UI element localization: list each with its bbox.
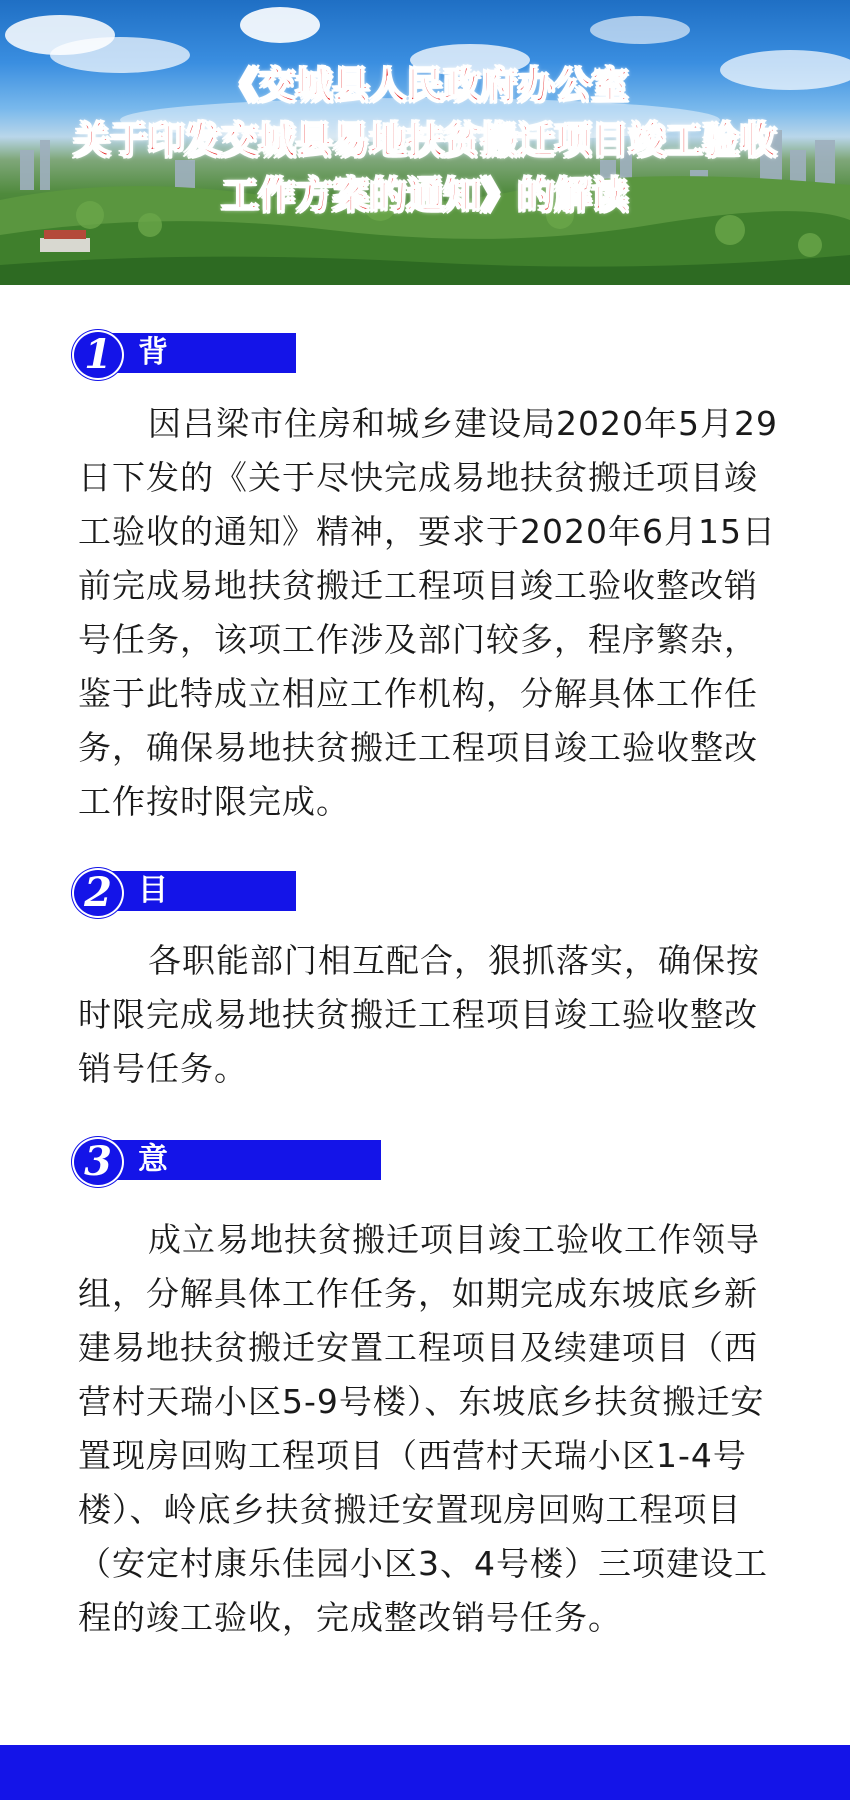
heading-bar [96, 333, 296, 373]
section-number-badge: 3 [72, 1137, 124, 1187]
section-heading-label: 意义 [138, 1142, 172, 1217]
section-paragraph-goal [78, 934, 778, 1096]
document-title [0, 58, 850, 223]
title-line-3: 工作方案的通知》的解读 [221, 174, 629, 217]
section-number-badge: 1 [72, 330, 124, 380]
title-line-2: 关于印发交城县易地扶贫搬迁项目竣工验收 [73, 119, 777, 162]
title-line-1: 《交城县人民政府办公室 [221, 64, 629, 107]
heading-bar [96, 871, 296, 911]
section-heading-label: 背景 [138, 335, 172, 410]
paragraph-text: 成立易地扶贫搬迁项目竣工验收工作领导组，分解具体工作任务，如期完成东坡底乡新建易地扶贫搬迁安置工程项目及续建项目（西营村天瑞小区5-9号楼）、东坡底乡扶贫搬迁安置现房回购工程项目（西营村天瑞小区1-4号楼）、岭底乡扶贫搬迁安置现房回购工程项目（安定村康乐佳园小区3、4号楼）三项建设工程的竣工验收，完成整改销号任务。 [78, 1220, 768, 1637]
paragraph-text: 因吕梁市住房和城乡建设局2020年5月29日下发的《关于尽快完成易地扶贫搬迁项目竣工验收的通知》精神，要求于2020年6月15日前完成易地扶贫搬迁工程项目竣工验收整改销号任务，该项工作涉及部门较多，程序繁杂，鉴于此特成立相应工作机构，分解具体工作任务，确保易地扶贫搬迁工程项目竣工验收整改工作按时限完成。 [78, 404, 778, 821]
section-paragraph-background [78, 397, 778, 829]
section-paragraph-significance [78, 1213, 778, 1645]
section-heading-label: 目标 [138, 873, 172, 948]
paragraph-text: 各职能部门相互配合，狠抓落实，确保按时限完成易地扶贫搬迁工程项目竣工验收整改销号任务。 [78, 941, 760, 1088]
footer-bar [0, 1745, 850, 1800]
section-number-badge: 2 [72, 868, 124, 918]
header-banner [0, 0, 850, 285]
